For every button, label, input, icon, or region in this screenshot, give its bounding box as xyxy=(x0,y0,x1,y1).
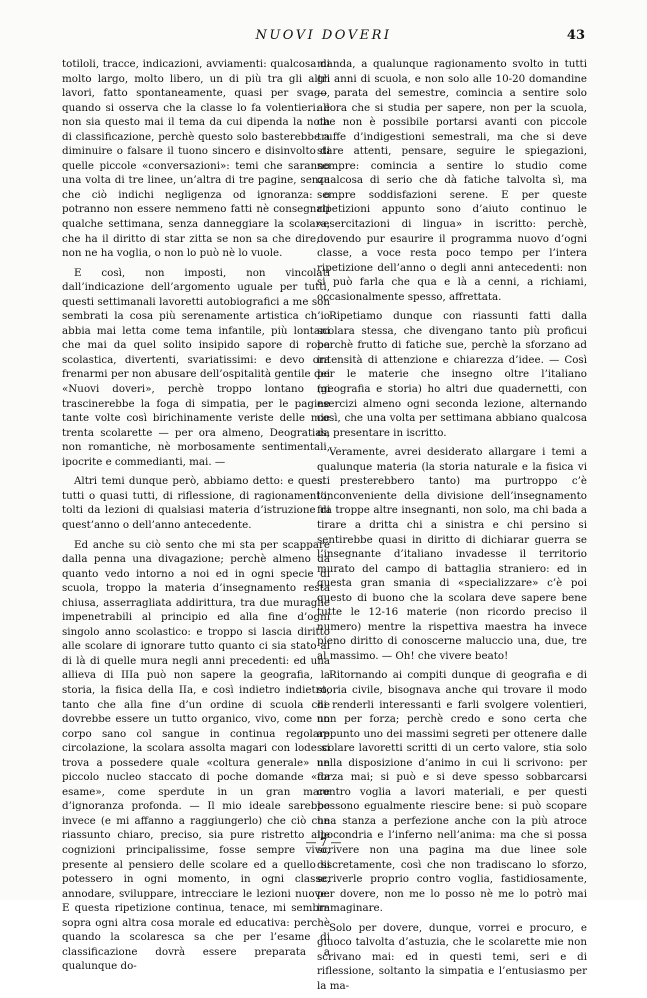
page-number: 43 xyxy=(566,28,585,43)
paragraph: Ripetiamo dunque con riassunti fatti dalla scolara stessa, che divengano tanto più proficui perchè frutto di fatiche sue, perchè la sforzano ad intensità di attenzione e chiarezza d’idee. — Così per le materie che insegno oltre l’italiano (geografia e storia) ho altri due quadernetti, con esercizi almeno ogni seconda lezione, alternando così, che una volta per settimana abbiano qualcosa da presentare in iscritto. xyxy=(317,310,587,439)
paragraph: E così, non imposti, non vincolati dall’indicazione dell’argomento uguale per tutti, questi settimanali lavoretti autobiografici a me son sembrati la cosa più serenamente artistica ch’io abbia mai letta come tema infantile, più lontani che mai da quel solito insipido sapore di roba scolastica, divertenti, svariatissimi: e devo ora frenarmi per non abusare dell’ospitalità gentile dei «Nuovi doveri», perchè troppo lontano mi trascinerebbe la foga di simpatia, per le pagine tante volte così birichinamente veriste delle mie trenta scolarette — per ora almeno, Deogratias, non romantiche, nè morbosamente sentimentali, ipocrite e commedianti, mai. — xyxy=(62,266,330,468)
paragraph: manda, a qualunque ragionamento svolto in tutti gli anni di scuola, e non solo alle 10-20 domandine — parata del semestre, comincia a sentire solo allora che si studia per sapere, non per la scuola, che non è possibile portarsi avanti con piccole truffe d’indigestioni semestrali, ma che si deve stare attenti, pensare, seguire le spiegazioni, sempre: comincia a sentire lo studio come qualcosa di serio che dà fatiche talvolta sì, ma sempre soddisfazioni serene. E per queste ripetizioni appunto sono d’aiuto continuo le «esercitazioni di lingua» in iscritto: perchè, dovendo pur esaurire il programma nuovo d’ogni classe, a voce resta poco tempo per l’intera ripetizione dell’anno o degli anni antecedenti: non si può farla che qua e là a cenni, a richiami, occasionalmente spesso, affrettata. xyxy=(317,58,587,303)
paragraph: totiloli, tracce, indicazioni, avviamenti: qualcosa di molto largo, molto libero, un di più tra gli altri lavori, fatto spontaneamente, quasi per svago, quando si osserva che la classe lo fa volentieri: e non sia questo mai il tema da cui dipenda la nota di classificazione, perchè questo solo basterebbe a diminuire o falsare il tuono sincero e disinvolto di quelle piccole «conversazioni»: temi che saranno una volta di tre linee, un’altra di tre pagine, senza che ciò indichi negligenza od ignoranza: o potranno non essere nemmeno fatti nè consegnati qualche settimana, senza danneggiare la scolara, che ha il diritto di star zitta se non sa che dire, o non ne ha voglia, o non lo può nè lo vuole. xyxy=(62,58,330,260)
paragraph: Ed anche su ciò sento che mi sta per scappare dalla penna una divagazione; perchè almeno da quanto vedo intorno a noi ed in ogni specie di scuola, troppo la materia d’insegnamento resta chiusa, asserragliata addirittura, tra due muraglie impenetrabili al principio ed alla fine d’ogni singolo anno scolastico: e troppo si lascia diritto alle scolare di ignorare tutto quanto ci sia stato al di là di quelle mura negli anni precedenti: ed una allieva di IIIa può non sapere la geografia, la storia, la fisica della IIa, e così indietro indietro, tanto che alla fine d’un ordine di scuola che dovrebbe essere un tutto organico, vivo, come un corpo sano col sangue in continua regolare circolazione, la scolara assolta magari con lode si trova a possedere quale «coltura generale» un piccolo nucleo staccato di poche domande «da esame», come sperdute in un gran mare d’ignoranza profonda. — Il mio ideale sarebbe invece (e mi affanno a raggiungerlo) che ciò che riassunto chiaro, preciso, sia pure ristretto alle cognizioni principalissime, fosse sempre vivo, presente al pensiero delle scolare ed a quello si potessero in ogni momento, in ogni classe, annodare, sviluppare, intrecciare le lezioni nuove: E questa ripetizione continua, tenace, mi sembra sopra ogni altra cosa morale ed educativa: perchè quando la scolaresca sa che per l’esame di classificazione dovrà essere preparata a qualunque do- xyxy=(62,538,330,973)
right-column xyxy=(317,57,587,998)
paragraph: Altri temi dunque però, abbiamo detto: e questi tutti o quasi tutti, di riflessione, di ragionamento, tolti da lezioni di qualsiasi materia d’istruzione di quest’anno o dell’anno antecedente. xyxy=(62,475,330,531)
running-header-title: NUOVI DOVERI xyxy=(255,28,392,43)
paragraph: Veramente, avrei desiderato allargare i temi a qualunque materia (la storia naturale e la fisica vi si presterebbero tanto) ma purtroppo c’è l’inconveniente della divisione dell’insegnamento fra troppe altre insegnanti, non solo, ma chi bada a tirare a dritta chi a sinistra e chi persino si sentirebbe quasi in diritto di dichiarar guerra se l’insegnante d’italiano invadesse il territorio murato del campo di battaglia straniero: ed in questa gran smania di «specializzare» c’è poi questo di buono che la scolara deve sapere bene tutte le 12-16 materie (non ricordo preciso il numero) mentre la rispettiva maestra ha invece pieno diritto di conoscerne maluccio una, due, tre al massimo. — Oh! che vivere beato! xyxy=(317,446,587,662)
page-folio: — 7 — xyxy=(305,836,342,849)
paragraph: Solo per dovere, dunque, vorrei e procuro, e giuoco talvolta d’astuzia, che le scolarette mie non scrivano mai: ed in questi temi, seri e di riflessione, soltanto la simpatia e l’entusiasmo per la ma- xyxy=(317,921,587,992)
paragraph: Ritornando ai compiti dunque di geografia e di storia civile, bisognava anche qui trovare il modo di renderli interessanti e farli svolgere volentieri, non per forza; perchè credo e sono certa che appunto uno dei massimi segreti per ottenere dalle scolare lavoretti scritti di un certo valore, stia solo nella disposizione d’animo in cui li scrivono: per forza mai; si può e si deve spesso sobbarcarsi contro voglia a lavori materiali, e per questi possono egualmente riescire bene: si può scopare una stanza a perfezione anche con la più atroce ipocondria e l’inferno nell’anima: ma che si possa scrivere non una pagina ma due linee sole discretamente, così che non tradiscano lo sforzo, scriverle proprio contro voglia, fastidiosamente, per dovere, non me lo posso nè me lo potrò mai immaginare. xyxy=(317,669,587,915)
